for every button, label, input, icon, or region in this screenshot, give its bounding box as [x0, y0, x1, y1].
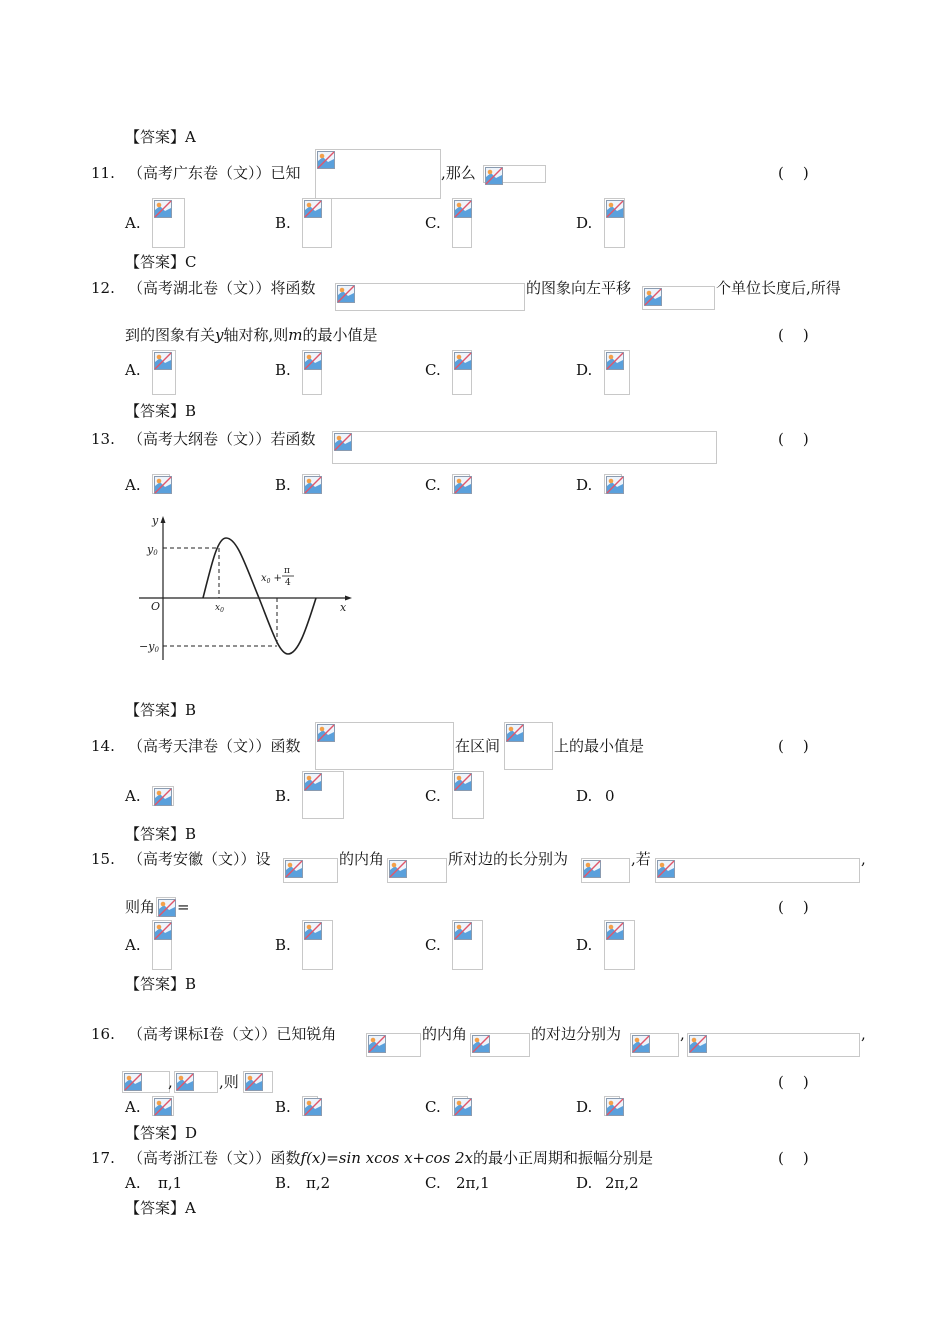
- question-text: 的内角: [422, 1025, 468, 1043]
- option-label-c: C.: [425, 1174, 441, 1192]
- question-number: 17.: [91, 1149, 115, 1167]
- formula-image: [387, 858, 447, 883]
- option-image: [604, 198, 625, 248]
- question-text: ,: [168, 1073, 173, 1091]
- option-label-c: C.: [425, 1098, 441, 1116]
- question-source: （高考安徽（文））设: [128, 850, 271, 868]
- formula-image: [642, 286, 715, 310]
- option-label-d: D.: [576, 361, 593, 379]
- option-label-c: C.: [425, 361, 441, 379]
- question-source: （高考课标Ⅰ卷（文））已知锐角: [128, 1025, 337, 1043]
- option-image: [152, 350, 176, 395]
- formula-image: [283, 858, 338, 883]
- answer-blank: ( ): [778, 898, 809, 916]
- formula-image: [174, 1071, 218, 1093]
- option-value-b: π,2: [306, 1174, 331, 1192]
- question-text: 在区间: [455, 737, 501, 755]
- formula-image: [470, 1033, 530, 1057]
- answer-blank: ( ): [778, 430, 809, 448]
- option-value-c: 2π,1: [456, 1174, 490, 1192]
- option-image: [452, 474, 470, 494]
- option-label-b: B.: [275, 214, 291, 232]
- question-text: 的图象向左平移: [526, 279, 632, 297]
- answer-17: 【答案】A: [125, 1199, 196, 1217]
- option-label-b: B.: [275, 476, 291, 494]
- answer-blank: ( ): [778, 326, 809, 344]
- formula-image: [243, 1071, 273, 1093]
- formula-text: f(x)=sin xcos x+cos 2x: [300, 1149, 474, 1167]
- option-label-a: A.: [125, 1098, 141, 1116]
- option-image: [452, 350, 472, 395]
- formula-image: [687, 1033, 860, 1057]
- question-text: 个单位长度后,所得: [716, 279, 841, 297]
- option-value-a: π,1: [158, 1174, 183, 1192]
- neg-y0-var: −y: [139, 640, 155, 653]
- question-text: ,: [861, 850, 866, 868]
- question-source: （高考广东卷（文））已知: [128, 164, 301, 182]
- option-image: [302, 350, 322, 395]
- option-label-a: A.: [125, 936, 141, 954]
- option-image: [152, 920, 172, 970]
- pi-label: π: [284, 566, 290, 576]
- question-source: （高考大纲卷（文））若函数: [128, 430, 316, 448]
- question-text: 所对边的长分别为: [448, 850, 569, 868]
- option-label-a: A.: [125, 787, 141, 805]
- question-text: =: [177, 898, 190, 916]
- variable: y: [215, 326, 224, 344]
- answer-16: 【答案】D: [125, 1124, 198, 1142]
- option-image: [452, 1096, 468, 1116]
- formula-image: [504, 722, 553, 770]
- option-image: [152, 198, 185, 248]
- neg-y0-label: [139, 640, 159, 654]
- answer-blank: ( ): [778, 1073, 809, 1091]
- question-source: （高考湖北卷（文））将函数: [128, 279, 316, 297]
- option-image: [452, 920, 483, 970]
- option-label-c: C.: [425, 476, 441, 494]
- option-image: [302, 1096, 318, 1116]
- question-text: 的最小值是: [302, 326, 378, 344]
- option-label-b: B.: [275, 936, 291, 954]
- option-image: [152, 474, 170, 494]
- question-text: 到的图象有关: [125, 326, 216, 344]
- answer-blank: ( ): [778, 164, 809, 182]
- option-label-d: D.: [576, 1174, 593, 1192]
- question-text: 轴对称,则: [223, 326, 289, 344]
- question-text: 的内角: [339, 850, 385, 868]
- y-axis-label: y: [152, 514, 159, 527]
- question-number: 14.: [91, 737, 115, 755]
- question-text: ,若: [631, 850, 651, 868]
- option-label-d: D.: [576, 936, 593, 954]
- x0-var: x: [215, 603, 221, 613]
- answer-blank: ( ): [778, 1149, 809, 1167]
- formula-image: [315, 722, 454, 770]
- option-label-b: B.: [275, 787, 291, 805]
- answer-blank: ( ): [778, 737, 809, 755]
- question-text: 则角: [125, 898, 156, 916]
- formula-image: [335, 283, 525, 311]
- option-label-a: A.: [125, 1174, 141, 1192]
- x0-var: x: [261, 573, 267, 584]
- plus: +: [273, 573, 282, 584]
- option-image: [302, 920, 333, 970]
- x0-sub: 0: [220, 607, 224, 614]
- formula-image: [366, 1033, 421, 1057]
- option-image: [152, 786, 174, 806]
- formula-image: [483, 165, 546, 183]
- formula-image: [332, 431, 717, 464]
- option-image: [604, 474, 622, 494]
- question-number: 13.: [91, 430, 115, 448]
- option-label-a: A.: [125, 214, 141, 232]
- question-number: 15.: [91, 850, 115, 868]
- sine-curve: [203, 538, 316, 654]
- formula-image: [581, 858, 630, 883]
- y0-label: [146, 543, 158, 557]
- option-label-c: C.: [425, 787, 441, 805]
- option-image: [302, 198, 332, 248]
- question-number: 11.: [91, 164, 115, 182]
- answer-11: 【答案】C: [125, 253, 197, 271]
- four-label: 4: [285, 578, 291, 588]
- x0-label: [215, 603, 224, 614]
- option-label-a: A.: [125, 476, 141, 494]
- formula-image: [122, 1071, 170, 1093]
- question-text: ,: [680, 1025, 685, 1043]
- option-value-d: 2π,2: [605, 1174, 639, 1192]
- answer-14: 【答案】B: [125, 825, 197, 843]
- origin-label: O: [151, 600, 161, 613]
- question-number: 12.: [91, 279, 115, 297]
- question-text: 的最小正周期和振幅分别是: [473, 1149, 654, 1167]
- formula-image: [315, 149, 441, 199]
- option-image: [452, 198, 472, 248]
- option-label-a: A.: [125, 361, 141, 379]
- formula-image: [156, 897, 176, 917]
- option-label-d: D.: [576, 1098, 593, 1116]
- question-source: （高考天津卷（文））函数: [128, 737, 301, 755]
- answer-13: 【答案】B: [125, 701, 197, 719]
- question-text: ,那么: [441, 164, 476, 182]
- option-label-b: B.: [275, 1174, 291, 1192]
- option-label-d: D.: [576, 787, 593, 805]
- question-text: 上的最小值是: [554, 737, 645, 755]
- question-text: 的对边分别为: [531, 1025, 622, 1043]
- option-image: [604, 1096, 620, 1116]
- option-image: [302, 474, 320, 494]
- question-text: ,: [861, 1025, 866, 1043]
- option-label-d: D.: [576, 214, 593, 232]
- y0-var: y: [147, 543, 154, 556]
- x0-sub: 0: [266, 578, 271, 585]
- option-label-d: D.: [576, 476, 593, 494]
- option-image: [152, 1096, 174, 1116]
- x-axis-label: x: [340, 601, 347, 614]
- option-image: [604, 350, 630, 395]
- formula-image: [655, 858, 860, 883]
- option-image: [452, 771, 484, 819]
- question-number: 16.: [91, 1025, 115, 1043]
- answer-12: 【答案】B: [125, 402, 197, 420]
- question-text-line2: [125, 898, 155, 916]
- option-image: [302, 771, 344, 819]
- option-image: [604, 920, 635, 970]
- option-label-b: B.: [275, 361, 291, 379]
- variable: m: [288, 326, 303, 344]
- function-graph: [133, 512, 358, 662]
- formula-image: [630, 1033, 679, 1057]
- answer-15: 【答案】B: [125, 975, 197, 993]
- option-label-c: C.: [425, 936, 441, 954]
- neg-y0-sub: 0: [154, 646, 159, 654]
- question-source: （高考浙江卷（文））函数: [128, 1149, 301, 1167]
- x0-pi4-label: [261, 573, 282, 585]
- question-line: [128, 1149, 653, 1167]
- option-label-b: B.: [275, 1098, 291, 1116]
- question-text-line2: [125, 326, 378, 344]
- option-label-c: C.: [425, 214, 441, 232]
- option-value-d: 0: [605, 787, 615, 805]
- question-text: ,则: [219, 1073, 239, 1091]
- answer-10: 【答案】A: [125, 128, 196, 146]
- y0-sub: 0: [153, 549, 158, 557]
- y-axis-arrow: [161, 516, 166, 523]
- x-axis-arrow: [345, 596, 352, 601]
